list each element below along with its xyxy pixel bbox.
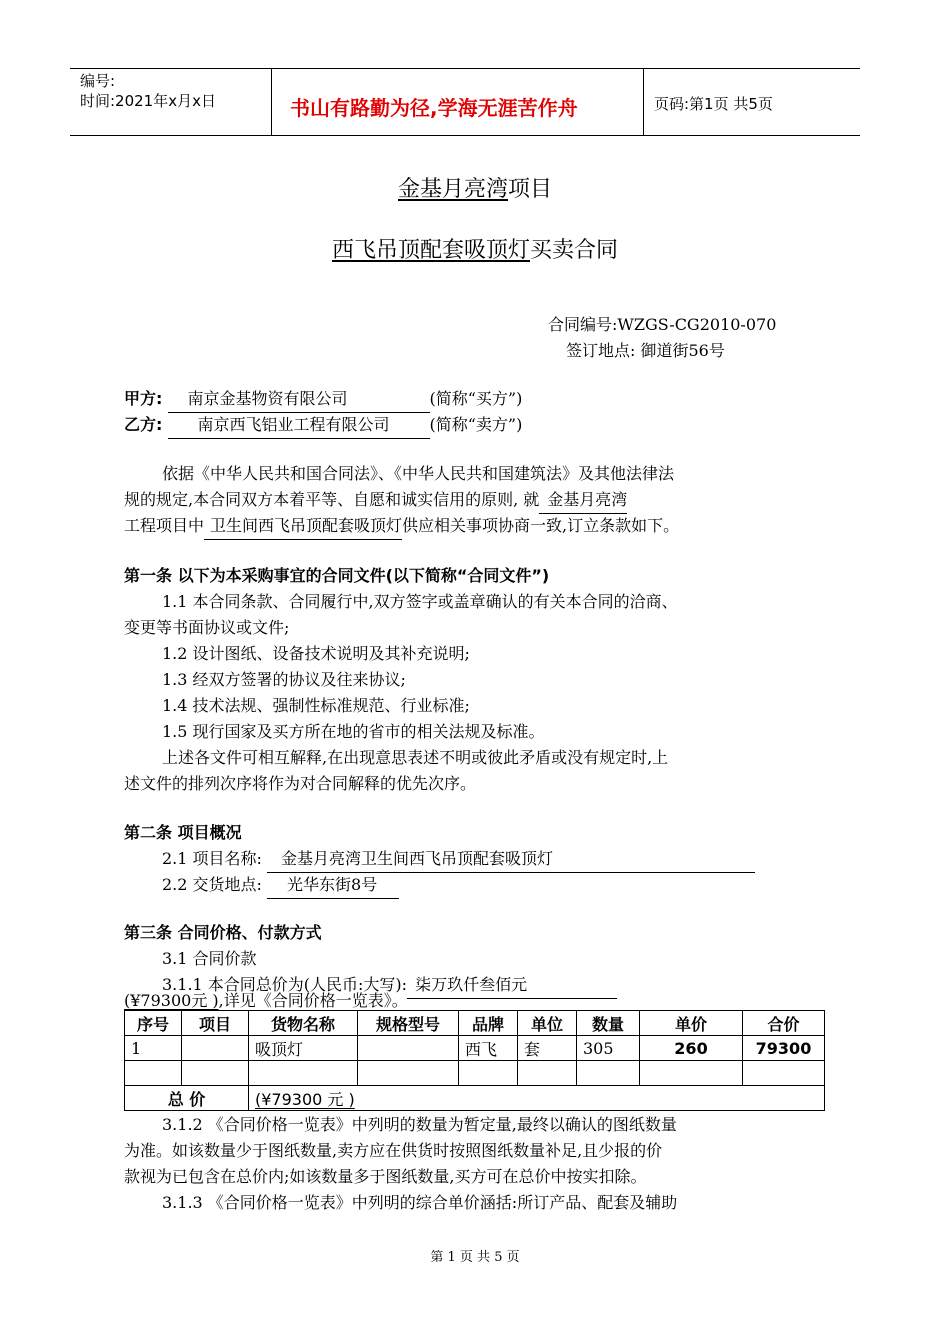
row1-unit-price: 260 bbox=[640, 1036, 743, 1061]
header-cell-spec: 规格型号 bbox=[358, 1011, 459, 1036]
clause-1-4: 1.4 技术法规、强制性标准规范、行业标准; bbox=[162, 696, 470, 715]
party-a-label: 甲方: bbox=[124, 389, 163, 408]
party-b-label: 乙方: bbox=[124, 415, 163, 434]
clause-1-1-a: 1.1 本合同条款、合同履行中,双方签字或盖章确认的有关本合同的洽商、 bbox=[162, 592, 678, 611]
project-name-field bbox=[267, 846, 755, 873]
header-divider-right bbox=[643, 68, 644, 136]
title-line-2-rest: 买卖合同 bbox=[530, 238, 619, 263]
header-cell-item: 项目 bbox=[182, 1011, 249, 1036]
row1-item bbox=[182, 1036, 249, 1061]
intro-line-3-pre: 工程项目中 bbox=[124, 516, 205, 535]
article-1-note-a: 上述各文件可相互解释,在出现意思表述不明或彼此矛盾或没有规定时,上 bbox=[162, 748, 669, 767]
total-value-cell bbox=[249, 1086, 825, 1111]
price-table-header-row bbox=[125, 1011, 825, 1036]
header-cell-index: 序号 bbox=[125, 1011, 182, 1036]
title-product-name: 西飞吊顶配套吸顶灯 bbox=[331, 238, 530, 263]
row1-quantity: 305 bbox=[577, 1036, 640, 1061]
clause-3-1-1-label: 3.1.1 本合同总价为(人民币:大写): bbox=[162, 975, 408, 994]
total-label-cell: 总 价 bbox=[125, 1086, 249, 1111]
row1-index: 1 bbox=[125, 1036, 182, 1061]
total-amount-value: (¥79300元 ) bbox=[124, 991, 219, 1010]
title-line-2 bbox=[0, 233, 950, 264]
title-line-1 bbox=[0, 172, 950, 203]
intro-line-2 bbox=[124, 487, 627, 514]
header-bottom-rule bbox=[70, 135, 860, 136]
clause-1-2: 1.2 设计图纸、设备技术说明及其补充说明; bbox=[162, 644, 470, 663]
total-words-value: 柒万玖仟叁佰元 bbox=[415, 975, 528, 994]
header-time-label: 时间:2021年x月x日 bbox=[80, 92, 216, 110]
table-row-empty bbox=[125, 1061, 825, 1086]
article-2-heading: 第二条 项目概况 bbox=[124, 823, 242, 842]
clause-2-1-label: 2.1 项目名称: bbox=[162, 849, 262, 868]
table-row bbox=[125, 1036, 825, 1061]
page-footer: 第 1 页 共 5 页 bbox=[430, 1250, 520, 1265]
clause-3-1-1-amount-line bbox=[124, 991, 408, 1011]
clause-1-1-b: 变更等书面协议或文件; bbox=[124, 618, 290, 637]
clause-3-1-3: 3.1.3 《合同价格一览表》中列明的综合单价涵括:所订产品、配套及辅助 bbox=[162, 1193, 678, 1212]
delivery-place-field bbox=[267, 872, 399, 899]
clause-3-1-2-b: 为准。如该数量少于图纸数量,卖方应在供货时按照图纸数量补足,且少报的价 bbox=[124, 1141, 663, 1160]
row1-goods-name: 吸顶灯 bbox=[249, 1036, 358, 1061]
header-top-rule bbox=[70, 68, 860, 69]
project-name-value: 金基月亮湾卫生间西飞吊顶配套吸顶灯 bbox=[281, 849, 554, 868]
intro-line-1: 依据《中华人民共和国合同法》、《中华人民共和国建筑法》及其他法律法 bbox=[162, 464, 675, 483]
clause-3-1-2-a: 3.1.2 《合同价格一览表》中列明的数量为暂定量,最终以确认的图纸数量 bbox=[162, 1115, 677, 1134]
contract-number: 合同编号:WZGS-CG2010-070 bbox=[548, 315, 777, 334]
header-cell-goods-name: 货物名称 bbox=[249, 1011, 358, 1036]
intro-line-3-post: 供应相关事项协商一致,订立条款如下。 bbox=[402, 516, 680, 535]
title-line-1-rest: 项目 bbox=[508, 177, 553, 202]
row1-unit: 套 bbox=[518, 1036, 577, 1061]
clause-1-3: 1.3 经双方签署的协议及往来协议; bbox=[162, 670, 406, 689]
party-a-alias: (简称“买方”) bbox=[429, 389, 523, 408]
row1-spec bbox=[358, 1036, 459, 1061]
clause-2-2 bbox=[162, 872, 399, 899]
sign-place: 签订地点: 御道街56号 bbox=[566, 341, 725, 360]
clause-3-1: 3.1 合同价款 bbox=[162, 949, 257, 968]
clause-2-2-label: 2.2 交货地点: bbox=[162, 875, 262, 894]
article-3-heading: 第三条 合同价格、付款方式 bbox=[124, 923, 322, 942]
total-value: (¥79300 元 ) bbox=[255, 1089, 355, 1109]
table-total-row bbox=[125, 1086, 825, 1111]
intro-project-field bbox=[539, 487, 627, 514]
header-number-label: 编号: bbox=[80, 72, 116, 90]
clause-3-1-2-c: 款视为已包含在总价内;如该数量多于图纸数量,买方可在总价中按实扣除。 bbox=[124, 1167, 647, 1186]
price-table bbox=[124, 1010, 825, 1111]
party-b-alias: (简称“卖方”) bbox=[429, 415, 523, 434]
article-1-heading: 第一条 以下为本采购事宜的合同文件(以下简称“合同文件”) bbox=[124, 566, 550, 585]
article-1-note-b: 述文件的排列次序将作为对合同解释的优先次序。 bbox=[124, 774, 477, 793]
party-b bbox=[124, 412, 522, 439]
header-divider-left bbox=[271, 68, 272, 136]
header-cell-unit-price: 单价 bbox=[640, 1011, 743, 1036]
party-a bbox=[124, 386, 522, 413]
party-a-name-field bbox=[168, 386, 430, 413]
party-b-name-field bbox=[168, 412, 430, 439]
party-b-name: 南京西飞铝业工程有限公司 bbox=[197, 415, 390, 434]
header-cell-total-price: 合价 bbox=[743, 1011, 825, 1036]
row1-brand: 西飞 bbox=[459, 1036, 518, 1061]
header-page-label: 页码:第1页 共5页 bbox=[654, 95, 773, 113]
header-motto: 书山有路勤为径,学海无涯苦作舟 bbox=[290, 96, 578, 120]
total-amount-tail: ,详见《合同价格一览表》。 bbox=[218, 991, 408, 1010]
intro-line-3 bbox=[124, 513, 679, 540]
intro-line-2-text: 规的规定,本合同双方本着平等、自愿和诚实信用的原则, 就 bbox=[124, 490, 540, 509]
clause-2-1 bbox=[162, 846, 755, 873]
total-words-field bbox=[407, 972, 617, 999]
header-cell-quantity: 数量 bbox=[577, 1011, 640, 1036]
header-cell-brand: 品牌 bbox=[459, 1011, 518, 1036]
intro-project-name: 金基月亮湾 bbox=[547, 490, 628, 509]
header-cell-unit: 单位 bbox=[518, 1011, 577, 1036]
delivery-place-value: 光华东街8号 bbox=[287, 875, 378, 894]
title-project-name: 金基月亮湾 bbox=[397, 177, 508, 202]
party-a-name: 南京金基物资有限公司 bbox=[187, 389, 348, 408]
clause-1-5: 1.5 现行国家及买方所在地的省市的相关法规及标准。 bbox=[162, 722, 545, 741]
intro-product-name: 卫生间西飞吊顶配套吸顶灯 bbox=[210, 516, 403, 535]
intro-product-field bbox=[204, 513, 402, 540]
row1-total-price: 79300 bbox=[743, 1036, 825, 1061]
